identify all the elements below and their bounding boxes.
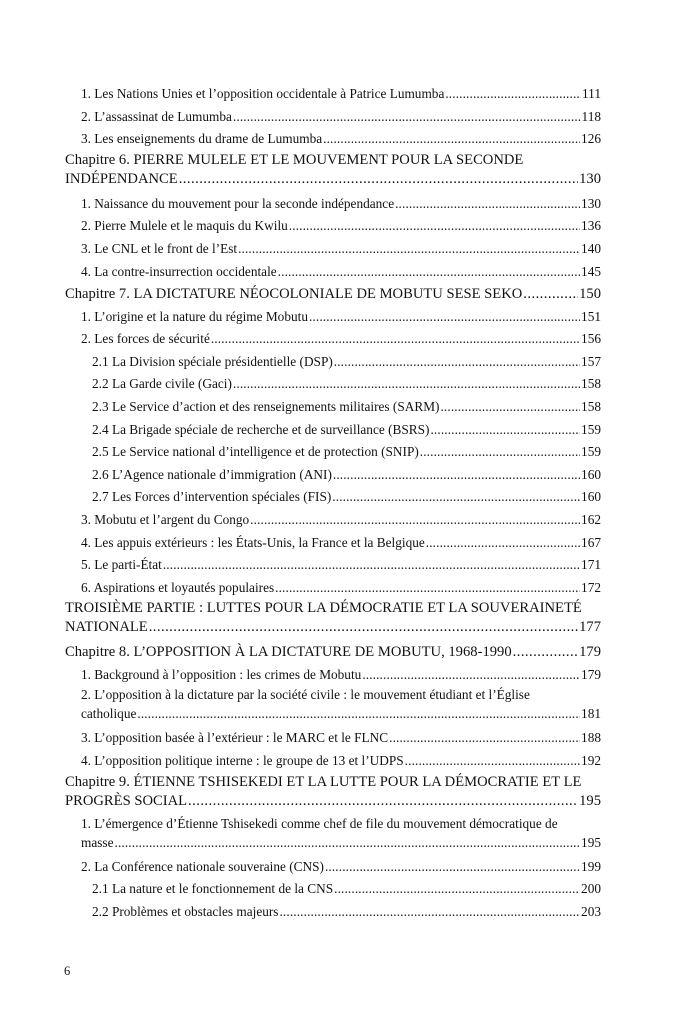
toc-entry-page: 167	[581, 534, 601, 550]
dot-leader	[163, 554, 580, 577]
dot-leader	[389, 727, 580, 750]
toc-entry[interactable]	[65, 664, 601, 687]
toc-entry-title: Chapitre 9. ÉTIENNE TSHISEKEDI ET LA LUTTE POUR LA DÉMOCRATIE ET LE	[65, 773, 582, 790]
toc-entry-title: 2. L’opposition à la dictature par la société civile : le mouvement étudiant et l’Église	[81, 687, 530, 703]
toc-entry-page: 158	[581, 399, 601, 415]
dot-leader	[115, 833, 581, 852]
toc-entry-title: 1. L’émergence d’Étienne Tshisekedi comme chef de file du mouvement démocratique de	[81, 815, 558, 831]
toc-entry-title: 1. Les Nations Unies et l’opposition occidentale à Patrice Lumumba	[81, 86, 445, 101]
dot-leader	[333, 464, 580, 487]
toc-entry-page: 130	[579, 170, 601, 187]
toc-entry-title: 2.4 La Brigade spéciale de recherche et de surveillance (BSRS)	[92, 421, 430, 437]
toc-entry-title: 2.6 L’Agence nationale d’immigration (ANI)	[92, 466, 332, 482]
dot-leader	[325, 856, 580, 879]
toc-subentry[interactable]	[65, 878, 601, 901]
dot-leader	[188, 792, 578, 811]
toc-chapter-entry[interactable]	[65, 151, 601, 193]
toc-entry-page: 171	[581, 557, 601, 573]
toc-entry-page: 203	[581, 903, 601, 919]
toc-entry[interactable]	[65, 193, 601, 216]
dot-leader	[309, 306, 580, 329]
toc-entry[interactable]	[65, 750, 601, 773]
dot-leader	[513, 641, 578, 664]
dot-leader	[289, 215, 580, 238]
dot-leader	[278, 261, 580, 284]
toc-entry-title: 6. Aspirations et loyautés populaires	[81, 579, 275, 595]
toc-entry-title: 2.2 La Garde civile (Gaci)	[92, 376, 232, 392]
toc-entry[interactable]	[65, 83, 601, 106]
toc-entry[interactable]	[65, 532, 601, 555]
toc-subentry[interactable]	[65, 901, 601, 924]
toc-entry-title: Chapitre 8. L’OPPOSITION À LA DICTATURE DE MOBUTU, 1968-1990	[65, 644, 512, 661]
toc-entry-title: 2.1 La nature et le fonctionnement de la CNS	[92, 881, 334, 897]
toc-chapter-entry[interactable]	[65, 773, 601, 815]
table-of-contents	[65, 83, 601, 923]
dot-leader	[179, 170, 578, 189]
toc-entry-title: 2.7 Les Forces d’intervention spéciales (FIS)	[92, 489, 332, 505]
toc-subentry[interactable]	[65, 486, 601, 509]
toc-entry-title: 2.1 La Division spéciale présidentielle (DSP)	[92, 353, 333, 369]
dot-leader	[440, 396, 580, 419]
toc-entry-page: 140	[581, 240, 601, 256]
toc-subentry[interactable]	[65, 351, 601, 374]
dot-leader	[420, 441, 580, 464]
toc-entry-title: 2.2 Problèmes et obstacles majeurs	[92, 903, 279, 919]
toc-entry[interactable]	[65, 261, 601, 284]
dot-leader	[279, 901, 580, 924]
toc-entry-page: 136	[581, 218, 601, 234]
toc-entry-title-continued: INDÉPENDANCE	[65, 170, 178, 187]
toc-entry-title: 3. Les enseignements du drame de Lumumba	[81, 131, 323, 147]
dot-leader	[445, 83, 581, 106]
toc-entry[interactable]	[65, 577, 601, 600]
dot-leader	[211, 328, 580, 351]
toc-entry-title: 5. Le parti-État	[81, 557, 162, 573]
toc-entry-page: 145	[581, 263, 601, 279]
toc-entry-page: 126	[581, 131, 601, 147]
toc-entry-page: 177	[579, 619, 601, 636]
toc-entry[interactable]	[65, 215, 601, 238]
toc-entry-title: 4. Les appuis extérieurs : les États-Unis, la France et la Belgique	[81, 534, 425, 550]
toc-entry-title: 1. Background à l’opposition : les crimes de Mobutu	[81, 666, 362, 682]
toc-entry-page: 179	[581, 666, 601, 682]
toc-entry[interactable]	[65, 106, 601, 129]
toc-subentry[interactable]	[65, 419, 601, 442]
toc-subentry[interactable]	[65, 396, 601, 419]
toc-entry-page: 188	[581, 730, 601, 746]
toc-entry[interactable]	[65, 554, 601, 577]
toc-entry-page: 195	[581, 834, 601, 850]
toc-chapter-entry[interactable]	[65, 283, 601, 306]
toc-entry-page: 150	[579, 286, 601, 303]
toc-entry-page: 157	[581, 353, 601, 369]
toc-entry-page: 181	[581, 706, 601, 722]
toc-entry-page: 159	[581, 421, 601, 437]
dot-leader	[323, 128, 580, 151]
toc-entry-title-continued: catholique	[81, 706, 137, 722]
toc-subentry[interactable]	[65, 464, 601, 487]
toc-entry-page: 195	[579, 792, 601, 809]
toc-part-entry[interactable]	[65, 599, 601, 641]
toc-entry-title: 2. Les forces de sécurité	[81, 331, 210, 347]
dot-leader	[250, 509, 580, 532]
toc-entry[interactable]	[65, 856, 601, 879]
toc-entry[interactable]	[65, 686, 601, 727]
dot-leader	[334, 351, 580, 374]
toc-entry-page: 158	[581, 376, 601, 392]
toc-entry[interactable]	[65, 128, 601, 151]
toc-entry-page: 159	[581, 444, 601, 460]
toc-entry-title: 3. Mobutu et l’argent du Congo	[81, 512, 250, 527]
toc-subentry[interactable]	[65, 441, 601, 464]
dot-leader	[238, 238, 580, 261]
toc-entry-page: 118	[581, 108, 601, 124]
toc-entry-page: 151	[581, 308, 601, 324]
dot-leader	[233, 373, 580, 396]
toc-entry-title-continued: NATIONALE	[65, 619, 148, 636]
toc-entry-page: 111	[582, 86, 601, 101]
toc-entry-page: 162	[581, 512, 601, 527]
toc-entry-title: Chapitre 6. PIERRE MULELE ET LE MOUVEMENT POUR LA SECONDE	[65, 151, 524, 168]
toc-entry-title: 2. L’assassinat de Lumumba	[81, 108, 232, 124]
dot-leader	[233, 106, 581, 129]
toc-entry[interactable]	[65, 727, 601, 750]
toc-chapter-entry[interactable]	[65, 641, 601, 664]
toc-entry[interactable]	[65, 306, 601, 329]
toc-entry-title: 4. La contre-insurrection occidentale	[81, 263, 277, 279]
toc-entry-title: 2. Pierre Mulele et le maquis du Kwilu	[81, 218, 288, 234]
toc-entry-title: 2. La Conférence nationale souveraine (CNS)	[81, 858, 324, 874]
dot-leader	[334, 878, 580, 901]
toc-entry[interactable]	[65, 238, 601, 261]
toc-entry[interactable]	[65, 815, 601, 856]
toc-entry-title: 3. L’opposition basée à l’extérieur : le MARC et le FLNC	[81, 730, 389, 746]
toc-entry-page: 200	[581, 881, 601, 897]
page-number: 6	[64, 964, 71, 978]
toc-entry-page: 199	[581, 858, 601, 874]
toc-entry-page: 160	[581, 489, 601, 505]
toc-entry[interactable]	[65, 509, 601, 532]
dot-leader	[275, 577, 580, 600]
toc-subentry[interactable]	[65, 373, 601, 396]
toc-entry[interactable]	[65, 328, 601, 351]
toc-entry-title: 1. Naissance du mouvement pour la seconde indépendance	[81, 195, 395, 211]
dot-leader	[426, 532, 580, 555]
toc-entry-page: 172	[581, 579, 601, 595]
toc-entry-title-continued: PROGRÈS SOCIAL	[65, 792, 188, 809]
toc-entry-title: Chapitre 7. LA DICTATURE NÉOCOLONIALE DE MOBUTU SESE SEKO	[65, 286, 523, 303]
dot-leader	[523, 283, 578, 306]
toc-entry-page: 192	[581, 753, 601, 769]
toc-entry-page: 179	[579, 644, 601, 661]
dot-leader	[137, 704, 580, 723]
toc-entry-title: 2.5 Le Service national d’intelligence et de protection (SNIP)	[92, 444, 419, 460]
dot-leader	[395, 193, 580, 216]
toc-entry-title: 4. L’opposition politique interne : le groupe de 13 et l’UDPS	[81, 753, 404, 769]
toc-entry-title: 3. Le CNL et le front de l’Est	[81, 240, 238, 256]
toc-entry-title: TROISIÈME PARTIE : LUTTES POUR LA DÉMOCRATIE ET LA SOUVERAINETÉ	[65, 600, 582, 617]
dot-leader	[430, 419, 580, 442]
toc-entry-page: 130	[581, 195, 601, 211]
toc-entry-title-continued: masse	[81, 834, 114, 850]
toc-entry-title: 1. L’origine et la nature du régime Mobutu	[81, 308, 308, 324]
dot-leader	[405, 750, 580, 773]
dot-leader	[149, 618, 578, 637]
toc-entry-title: 2.3 Le Service d’action et des renseignements militaires (SARM)	[92, 399, 440, 415]
toc-entry-page: 156	[581, 331, 601, 347]
dot-leader	[332, 486, 580, 509]
dot-leader	[362, 664, 580, 687]
toc-entry-page: 160	[581, 466, 601, 482]
